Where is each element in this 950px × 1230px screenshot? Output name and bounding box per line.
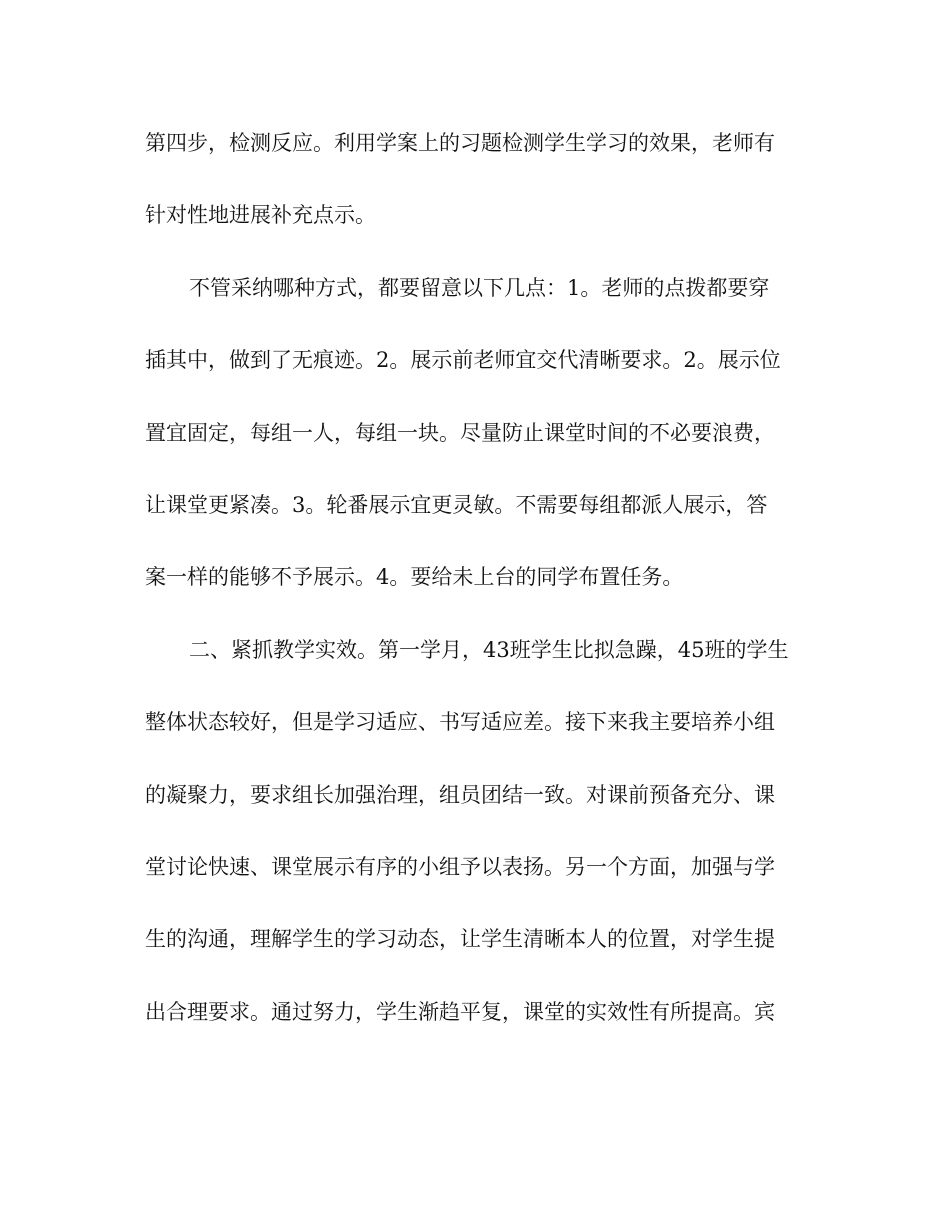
paragraph-start-line: 不管采纳哪种方式，都要留意以下几点：1。老师的点拨都要穿 — [189, 275, 770, 300]
paragraph-start-line: 二、紧抓教学实效。第一学月，43班学生比拟急躁，45班的学生 — [189, 637, 789, 662]
text-line: 案一样的能够不予展示。4。要给未上台的同学布置任务。 — [145, 565, 684, 590]
text-line: 整体状态较好，但是学习适应、书写适应差。接下来我主要培养小组 — [145, 710, 775, 735]
document-body — [145, 120, 805, 1061]
text-line: 让课堂更紧凑。3。轮番展示宜更灵敏。不需要每组都派人展示，答 — [145, 492, 768, 517]
text-line: 生的沟通，理解学生的学习动态，让学生清晰本人的位置，对学生提 — [145, 927, 775, 952]
text-line: 置宜固定，每组一人，每组一块。尽量防止课堂时间的不必要浪费， — [145, 420, 775, 445]
text-line: 堂讨论快速、课堂展示有序的小组予以表扬。另一个方面，加强与学 — [145, 854, 775, 879]
text-line: 第四步，检测反应。利用学案上的习题检测学生学习的效果，老师有 — [145, 131, 775, 155]
text-line: 出合理要求。通过努力，学生渐趋平复，课堂的实效性有所提高。宾 — [145, 999, 775, 1024]
text-line: 插其中，做到了无痕迹。2。展示前老师宜交代清晰要求。2。展示位 — [145, 348, 781, 373]
text-line: 针对性地进展补充点示。 — [145, 203, 376, 228]
text-line: 的凝聚力，要求组长加强治理，组员团结一致。对课前预备充分、课 — [145, 782, 775, 807]
